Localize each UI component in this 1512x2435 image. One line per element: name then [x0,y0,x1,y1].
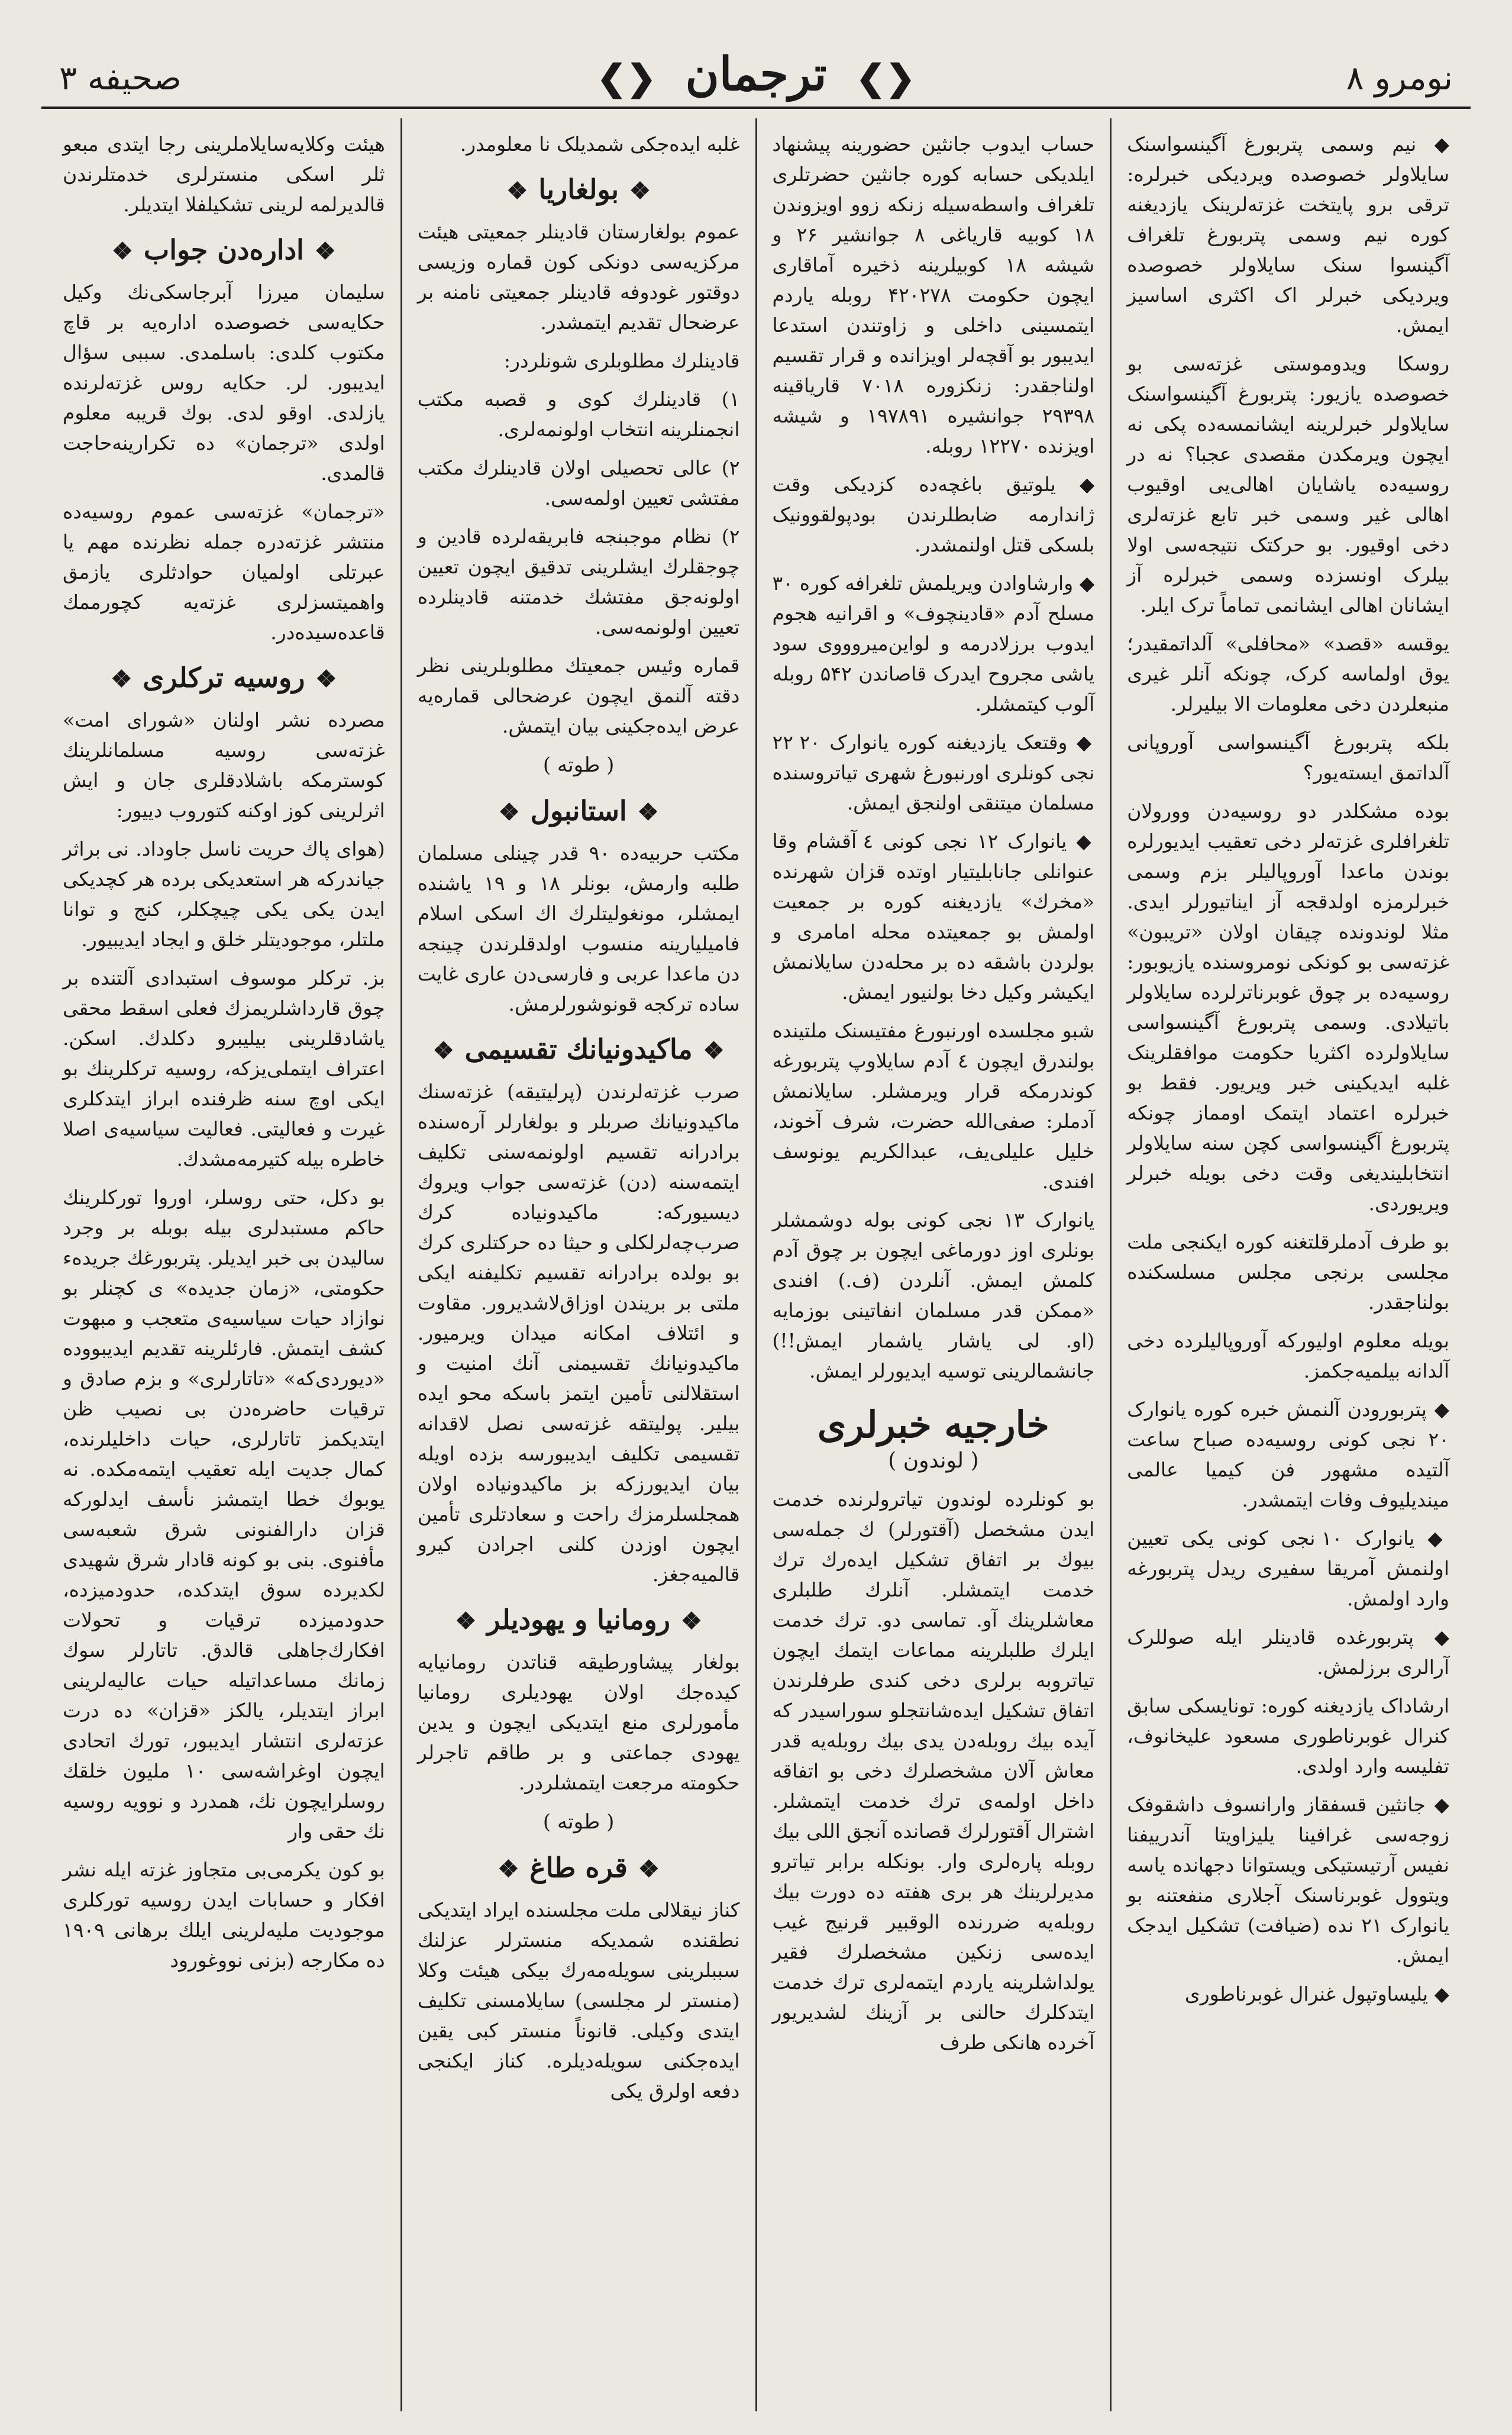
section-heading [418,1034,740,1066]
article-paragraph: بو طرف آدملرقلتغنه کوره ایکنجی ملت مجلسی برنجی مجلس مسلسکنده بولناجقدر. [1127,1230,1449,1314]
page-number: صحیفه ۳ [59,59,182,98]
section-heading-text: ماکیدونیانك تقسیمی [464,1033,693,1065]
ornament-icon: ❖ [432,1037,454,1065]
ornament-icon: ❖ [315,665,337,693]
section-heading-text: بولغاریا [538,173,619,205]
subheading: ( لوندون ) [888,1449,979,1473]
section-heading-text: اداره‌دن جواب [143,234,304,266]
article-paragraph: ۲) نظام موجبنجه فابریقه‌لرده قادین و چوجقلرك ایشلرینی تدقیق ایچون تعیین اولونه‌جق مفتشك خدمتنه قادینلرده تعیین اولونمه‌سی. [417,525,740,638]
ornament-icon: ❖ [629,177,651,205]
column-2 [757,118,1112,2411]
article-paragraph: «ترجمان» غزته‌سی عموم روسیه‌ده منتشر غزته‌دره جمله نظرنده مهم یا عبرتلی اولمیان حوادثلری یازمق واهمیتسزلری غزته‌یه کچورممك قاعده‌سیده‌در. [63,500,385,644]
article-paragraph: کناز نیقلالی ملت مجلسنده ایراد ایتدیکی نطقنده شمدیکه منسترلر عزلنك سببلرینی سویله‌مه‌رك بیکی هیئت وکلا (منستر لر مجلسی) سایلامسنی تکلیف ایتدی وکیلی. قانوناً منستر کبی یقین ایده‌جکنی سویله‌دیلره. کناز ایکنجی دفعه اولرق یکی [417,1898,740,2102]
section-heading [63,663,385,694]
ornament-icon: ❖ [314,237,336,265]
article-paragraph: ۲) عالی تحصیلی اولان قادینلرك مکتب مفتشی تعیین اولمه‌سی. [417,456,740,509]
article-paragraph: بویله معلوم اولیورکه آوروپالیلرده دخی آلدانه بیلمیه‌جکمز. [1127,1329,1449,1382]
article-paragraph: ◆ وقتعک یازدیغنه کوره یانوارک ۲۰ ۲۲ نجی کونلری اورنبورغ شهری تیاتروسنده مسلمان میتنقی اولنجق ایمش. [772,731,1095,814]
article-paragraph: غلبه ایده‌جکی شمدیلک نا معلومدر. [460,133,740,156]
column-3 [402,118,757,2411]
columns [47,118,1465,2411]
article-paragraph: یوقسه «قصد» «محافلی» آلداتمقیدر؛ یوق اولماسه کرک، چونکه آنلر غیری منبعلردن دخی معلومات الا بیلیرلر. [1127,632,1449,715]
continued-note: ( طوته ) [542,1810,615,1834]
continued-note: ( طوته ) [542,753,615,777]
article-paragraph: بز. ترکلر موسوف استبدادی آلتنده بر چوق قارداشلریمزك فعلی اسقط محقی یاشادقلرینی بیلیبرو دکلدك. اسکن. اعتراف ایتملی‌یزکه، روسیه ترکلرینك بو ایکی اوچ سنه ظرفنده ابراز ایتدکلری غیرت و فعالیتی. فعالیت سیاسیه‌ی اصلا خاطره بیله کتیرمه‌مشدك. [63,966,385,1170]
ornament-icon: ❖ [506,177,528,205]
article-paragraph: قماره وئیس جمعیتك مطلوبلرینی نظر دقته آلنمق ایچون عرضحالی قماره‌یه عرض ایده‌جکینی بیان ایتمش. [417,654,740,737]
article-paragraph: ◆ وارشاوادن ویریلمش تلغرافه کوره ۳۰ مسلح آدم «قادینچوف» و اقرانیه هجوم ایدوب برزلادرمه و لواین‌میروووی سود یاشی مجروح ایدرک قاصاندن ۵۴۲ روبله آلوب کیتمشلر. [772,572,1095,715]
newspaper-title: ترجمان [685,47,827,101]
section-heading [418,175,740,206]
newspaper-title-block [584,47,929,101]
article-paragraph: سلیمان میرزا آبرجاسکی‌نك وکیل حکایه‌سی خصوصده اداره‌یه بر قاچ مکتوب کلدی: باسلمدی. سببی سؤال ایدیبور. لر. حکایه روس غزته‌لرنده یازلدی. اوقو لدی. بوك قریبه معلوم اولدی «ترجمان» ده تکرارینه‌حاجت قالمدی. [63,280,385,485]
article-paragraph: ◆ پتربورودن آلنمش خبره کوره یانوارک ۲۰ نجی کونی روسیه‌ده صباح ساعت آلتیده مشهور فن کیمیا عالمی میندیلیوف وفات ایتمشدر. [1127,1398,1449,1511]
section-heading-text: روسیه ترکلری [143,662,305,694]
issue-number: نومرو ۸ [1346,59,1453,98]
article-paragraph: بلکه پتربورغ آگینسواسی آوروپانی آلداتمق ایسته‌یور؟ [1127,731,1449,784]
article-paragraph: مکتب حربیه‌ده ۹۰ قدر چینلی مسلمان طلبه وارمش، بونلر ۱۸ و ۱۹ یاشنده ایمشلر، مونغولیتلرك اك اسکی اسلام فامیلیارینه منسوب اولدقلرندن چینجه دن ماعدا عربی و فارسی‌دن عاری غایت ساده ترکجه قونوشورلرمش. [417,841,740,1015]
section-heading-text: استانبول [530,795,627,827]
section-heading-text: رومانیا و یهودیلر [487,1604,670,1636]
ornament-icon: ❖ [498,798,520,826]
ornament-icon: ❖ [680,1607,702,1635]
section-heading [418,1605,740,1636]
ornament-icon: ❖ [111,665,133,693]
ornament-icon: ❮❯ [855,57,916,99]
ornament-icon: ❖ [112,237,133,265]
article-paragraph: بوده مشکلدر دو روسیه‌دن وورولان تلغرافلری غزته‌لر دخی تعقیب ایدیورلره بوندن ماعدا آوروپالیلر بزم وسمی خبرلرمزه اولدقجه آز ایناتیورلر ایدی. مثلا لوندونده چیقان اولان «تریبون» غزته‌سی بو کونکی نومروسنده یازیوبور: روسیه‌ده بر چوق غوبرناترلرده سایلاولر باتیلادی. وسمی پتربورغ آگینسواسی سایلاولرده اکثریا حکومت موافقلرینک غلبه ایدیکینی خبر ویریور. فقط بو خبرلره اعتماد ایتمک اومماز چونکه پتربورغ آگینسواسی کچن سنه سایلاولر انتخابلیندیغی وقت دخی بویله خبرلر ویریوردی. [1127,799,1449,1215]
ornament-icon: ❖ [638,1855,660,1883]
article-paragraph: ◆ یانوارک ۱۲ نجی کونی ٤ آقشام وقا عنوانلی جانابلیتیار اوتده قزان شهرنده «مخرك» یازدیغنه کوره بر جمعیت اولمش بو جمعیتده محله امامری و بولردن باشقه ده بر محله‌دن سایلانمش ایکیشر وکیل دخا بولنیور ایمش. [772,830,1095,1004]
ornament-icon: ❖ [455,1607,477,1635]
article-paragraph: ◆ یلوتیق باغچه‌ده کزدیکی وقت ژاندارمه ضابطلرندن بودپولقوونیک بلسکی قتل اولنمشدر. [772,473,1095,556]
article-paragraph: ◆ نیم وسمی پتربورغ آگینسواسنک سایلاولر خصوصده ویردیکی خبرلره: ترقی برو پایتخت غزته‌لرینک یازدیغنه کوره نیم وسمی پتربورغ تلغراف آگینسوا سنک سایلاولر خصوصده ویردیکی خبرلر اک اکثری اساسیز ایمش. [1127,133,1449,337]
article-paragraph: ◆ جانثین قسفقاز وارانسوف داشقوفک زوجه‌سی غرافینا یلیزاویتا آندرییفنا نفیس آرتیستیکی ویستوانا دجهانده یاسه ویتوول غوبرناسنک آجلاری منفعتنه بو یانوارک ۲۱ نده (ضیافت) تشکیل ایدجک ایمش. [1127,1793,1450,1967]
article-paragraph: ۱) قادینلرك کوی و قصبه مکتب انجمنلرینه انتخاب اولونمه‌لری. [417,388,740,441]
section-heading [418,1853,740,1884]
ornament-icon: ❮❯ [596,57,657,99]
article-paragraph: قادینلرك مطلوبلری شونلردر: [503,349,740,372]
major-heading: خارجیه خبرلری [817,1403,1049,1446]
article-paragraph: ◆ پتربورغده قادینلر ایله صوللرک آرالری برزلمش. [1127,1626,1449,1679]
article-paragraph: بو دکل، حتی روسلر، اوروا تورکلرینك حاکم مستبدلری بیله بوبله بر وجرد سالیدن بی خبر ایدیلر. پتربورغك جریده‌ء حکومتی، «زمان جدیده» ی کچنلر بو نوازاد حیات سیاسیه‌ی متعجب و مبهوت کشف ایتمش. فارئلرینه تقدیم ایدیبووده «دیوردی‌که» «تاتارلری» و بزم صادق و ترقیات حاضره‌دن بی نصیب ظن ایتدیکمز تاتارلری، حیات داخلیلرنده، کمال جدیت ایله تعقیب ایتمه‌مکده. نه یوبوك خطا ایتمشز نأسف ایدلورکه قزان دارالفنونی شرق شعبه‌سی مأفنوی. بنی بو کونه قادار شرق شهیدی لکدیرده سوق ایتدکده، حدودمیزده، حدودمیزده ترقیات و تحولات افکارك‌جاهلی قالدق. تاتارلر سوك زمانك مساعداتیله حیات عالیه‌لرینی ابراز ایتدیلر، یالکز «قزان» ده درت عزته‌لری انتشار ایدیبور، تورك اتحادی ایچون اوغراشه‌سی ۱۰ ملیون خلقك روسلرایچون نك، همدرد و نوویه روسیه نك حقی وار [63,1186,385,1843]
column-1 [1112,118,1465,2411]
masthead-rule [41,107,1471,109]
ornament-icon: ❖ [703,1037,725,1065]
article-paragraph: مصرده نشر اولنان «شورای امت» غزته‌سی روسیه مسلمانلرینك کوسترمکه باشلادقلری جان و ایش اثرلرینی کوز اوکنه کتوروب دییور: [63,708,385,822]
article-paragraph: شبو مجلسده اورنبورغ مفتیسنک ملتینده بولندرق ایچون ٤ آدم سایلاوپ پتربورغه کوندرمکه قرار ویرمشلر. سایلانمش آدملر: صفی‌الله حضرت، شرف آخوند، خلیل علیلی‌یف، عبدالکریم یونوسف افندی. [772,1019,1095,1193]
section-heading [63,235,385,266]
ornament-icon: ❖ [497,1855,519,1883]
article-paragraph: ◆ یلیساوتپول غنرال غوبرناطوری [1184,1982,1449,2005]
article-paragraph: (هوای پاك حریت ناسل جاوداد. نی براثر جیاندرکه هر استعدیکی برده هر کچدیکی ایدن یکی یکی چیچکلر، کنج و توانا ملتلر، موجودیتلر خلق و ایجاد ایدیبیور. [63,837,385,951]
masthead [35,41,1477,112]
article-paragraph: هیئت وکلایه‌سایلاملرینی رجا ایتدی مبعو ثلر اسکی منسترلری خدمتلرندن قالدیرلمه لرینی تشکیلفلا ایتدیلر. [63,133,385,216]
section-heading [418,796,740,827]
column-4 [47,118,402,2411]
article-paragraph: حساب ایدوب جانثین حضورینه پیشنهاد ایلدیکی حسابه کوره جانثین حضرتلری تلغراف واسطه‌سیله زنکه زوو اویزوندن ۱۸ کوبیه قاریاغی ۸ جوانشیر ۲۶ و شیشه ۱۸ کوبیلرینه ذخیره آماقاری ایچون حکومت ۴۲۰۲۷۸ روبله یاردم ایتمسینی داخلی و زاوتندن استدعا ایدیبور بو آقچه‌لر اویزانده و قرار تقسیم اولناجقدر: زنکزوره ۷۰۱۸ قاریاقینه ۲۹۳۹۸ جوانشیره ۱۹۷۸۹۱ و شیشه اویزنده ۱۲۲۷۰ روبله. [772,133,1095,457]
article-paragraph: ◆ یانوارک ۱۰ نجی کونی یکی تعیین اولنمش آمریقا سفیری ریدل پتربورغه وارد اولمش. [1127,1527,1449,1610]
article-paragraph: عموم بولغارستان قادینلر جمعیتی هیئت مرکزیه‌سی دونکی کون قماره وزیسی دوقتور غودوفه قادینلر جمعیتی نامنه بر عرضحال تقدیم ایتمشدر. [417,220,740,334]
article-paragraph: ارشاداک یازدیغنه کوره: تونایسکی سابق کنرال غوبرناطوری مسعود علیخانوف، تفلیسه وارد اولدی. [1127,1694,1449,1778]
ornament-icon: ❖ [637,798,659,826]
article-paragraph: روسکا ویدوموستی غزته‌سی بو خصوصده یازیور: پتربورغ آگینسواسنک سایلاولر خبرلرینه ایشانمسه‌ده پکی نه ایچون ویرمکدن مقصدی عجبا؟ نه در روسیه‌ده یاشایان اهالی‌یی اوقیوب اهالی غیر وسمی خبر تابع غزته‌لری دخی اوقیور. بو حرکتک نتیجه‌سی اولا بیلرک اونسزده وسمی خبرلره آز ایشانان اهالی ایشانمی تماماً ترک ایلر. [1127,352,1449,617]
section-heading-text: قره طاغ [529,1852,628,1884]
article-paragraph: بو کونلرده لوندون تیاترولرنده خدمت ایدن مشخصل (آقتورلر) ك جمله‌سی بیوك بر اتفاق تشکیل ایده‌رك ترك خدمت ایتمشلر. آنلرك طلبلری معاشلرینك آو. تماسی دو. ترك خدمت ایلرك طلبلرینه مماعات ایتمك ایچون تیاتروبه برلری دخی کندی طرفلرندن اتفاق تشکیل ایده‌شانتجلو سوراسیدر که آیده بیك روبله‌دن یدی بیك روبله‌یه قدر معاش آلان مشخصلرك دخی بو اتفاقه داخل اولمه‌ی ترك خدمت ایتمشلر. اشترال آقتورلرك قصانده آنجق اللی بیك روبله پاره‌لری وار. بونکله برابر تیاترو مدیرلرینك هر برى هفته ده دورت بیك روبله‌یه ضررنده الوقبیر قرنیج غیب ایده‌سی زنکین مشخصلرك فقیر یولداشلرینه یاردم ایتمه‌لری ترك خدمت ایتدکلرك حالنی بر آزینك لشدیریور آخرده هانکی طرف [772,1488,1095,2054]
article-paragraph: بولغار پیشاورطیقه قناتدن رومانیایه کیده‌جك اولان یهودیلری رومانیا مأمورلری منع ایتدیکی ایچون و یدین یهودی جماعتی و بر طاقم تاجرلر حکومته مرجعت ایتمشلردر. [417,1650,740,1794]
article-paragraph: یانوارک ۱۳ نجی کونی بوله دوشمشلر بونلری اوز دورماغی ایچون بر چوق آدم کلمش ایمش. آنلردن (ف.) افندی «ممکن قدر مسلمان انفاتینی بوزمایه (او. لی یاشار یاشمار ایمش!!) جانشمالرینی توسیه ایدیورلر ایمش. [772,1208,1095,1382]
article-paragraph: صرب غزته‌لرندن (پرلیتیقه) غزته‌سنك ماکیدونیانك صربلر و بولغارلر آره‌سنده برادرانه تقسیم اولونمه‌سنی تکلیف ایتمه‌سنه (دن) غزته‌سی جواب ویروك دیسیورکه: ماکیدونیاده کرك صرب‌چه‌لرلکلی و حیثا ده حرکتلری کرك بو بولده برادرانه تقسیم تکلیفنه ایکی ملتی بر بریندن اوزاق‌لاشدیرور. مقاوت و ائتلاف امکانه میدان ویرمیور. ماکیدونیانك تقسیمنی آنك امنیت و استقلالنی تأمین ایتمز باسکه محو ایده بیلیر. پولیتقه غزته‌سی نصل لاقدانه تقسیمی تکلیف ایدیبورسه بزده اویله بیان ایدیورزکه بز ماکیدونیاده اولان همجلسلرمزك راحت و سعادتلری تأمین ایچون اوزدن کلنی اجرادن کیرو قالمیه‌جغز. [417,1080,740,1586]
article-paragraph: بو کون یکرمی‌بی متجاوز غزته ایله نشر افکار و حسابات ایدن روسیه تورکلری موجودیت ملیه‌لرینی ایلك برهانی ۱۹۰۹ ده مکارجه (بزنی نووغورود [63,1858,385,1972]
